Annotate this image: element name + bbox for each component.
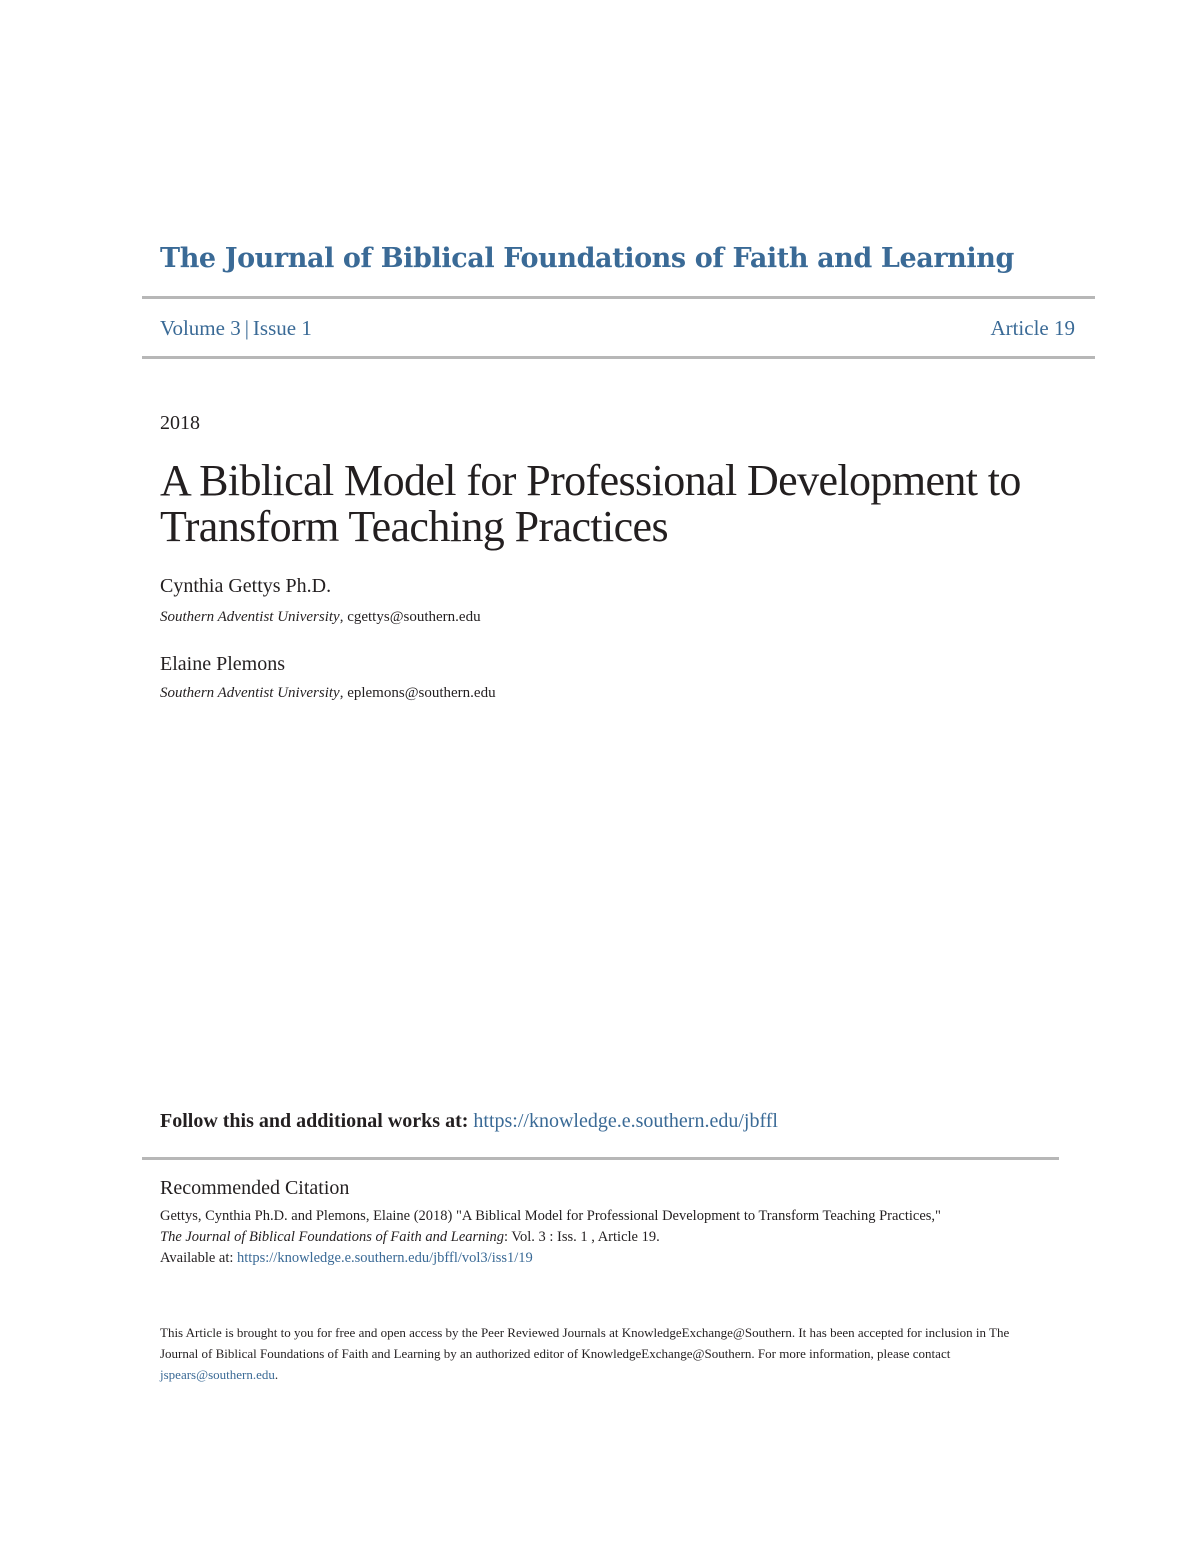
journal-title[interactable]: The Journal of Biblical Foundations of Faith and Learning (160, 243, 1014, 274)
available-at-label: Available at: (160, 1250, 234, 1266)
author-institution: Southern Adventist University (160, 685, 340, 701)
citation-volume-info: : Vol. 3 : Iss. 1 , Article 19. (503, 1229, 660, 1245)
article-number-link[interactable]: Article 19 (990, 316, 1075, 340)
volume-issue-separator: | (244, 316, 249, 340)
volume-link[interactable]: Volume 3 (160, 316, 241, 340)
citation-rule (142, 1157, 1059, 1160)
author-email[interactable]: , cgettys@southern.edu (339, 609, 481, 625)
header-rule-bottom (142, 356, 1095, 359)
access-notice (160, 1322, 1020, 1385)
article-url-link[interactable]: https://knowledge.e.southern.edu/jbffl/vol3/iss1/19 (237, 1250, 533, 1266)
notice-text: This Article is brought to you for free and open access by the Peer Reviewed Journals at KnowledgeExchange@Southern. It has been accepted for inclusion in The Journal of Biblical Foundations of Faith and Learning by an authorized editor of KnowledgeExchange@Southern. For more information, please contact (160, 1325, 1010, 1361)
author-affiliation (160, 609, 481, 626)
contact-email-link[interactable]: jspears@southern.edu (160, 1367, 275, 1382)
author-name: Cynthia Gettys Ph.D. (160, 575, 332, 597)
citation-line-3 (160, 1248, 1060, 1269)
recommended-citation-heading: Recommended Citation (160, 1177, 350, 1199)
notice-end: . (274, 1367, 279, 1382)
author-affiliation (160, 685, 496, 702)
publication-year: 2018 (160, 412, 200, 434)
author-institution: Southern Adventist University (160, 609, 340, 625)
citation-text (160, 1206, 1060, 1269)
volume-issue-line (160, 316, 312, 341)
follow-label: Follow this and additional works at: (160, 1110, 469, 1132)
issue-link[interactable]: Issue 1 (252, 316, 312, 340)
citation-line-1: Gettys, Cynthia Ph.D. and Plemons, Elaine (2018) "A Biblical Model for Professional Development to Transform Teaching Practices," (160, 1208, 941, 1224)
header-rule-top (142, 296, 1095, 299)
citation-journal: The Journal of Biblical Foundations of Faith and Learning (160, 1229, 504, 1245)
author-email[interactable]: , eplemons@southern.edu (339, 685, 496, 701)
follow-line (160, 1110, 778, 1133)
collection-link[interactable]: https://knowledge.e.southern.edu/jbffl (473, 1110, 778, 1132)
author-name: Elaine Plemons (160, 653, 285, 675)
citation-line-2 (160, 1227, 1060, 1248)
article-title: A Biblical Model for Professional Development to Transform Teaching Practices (160, 456, 1021, 551)
